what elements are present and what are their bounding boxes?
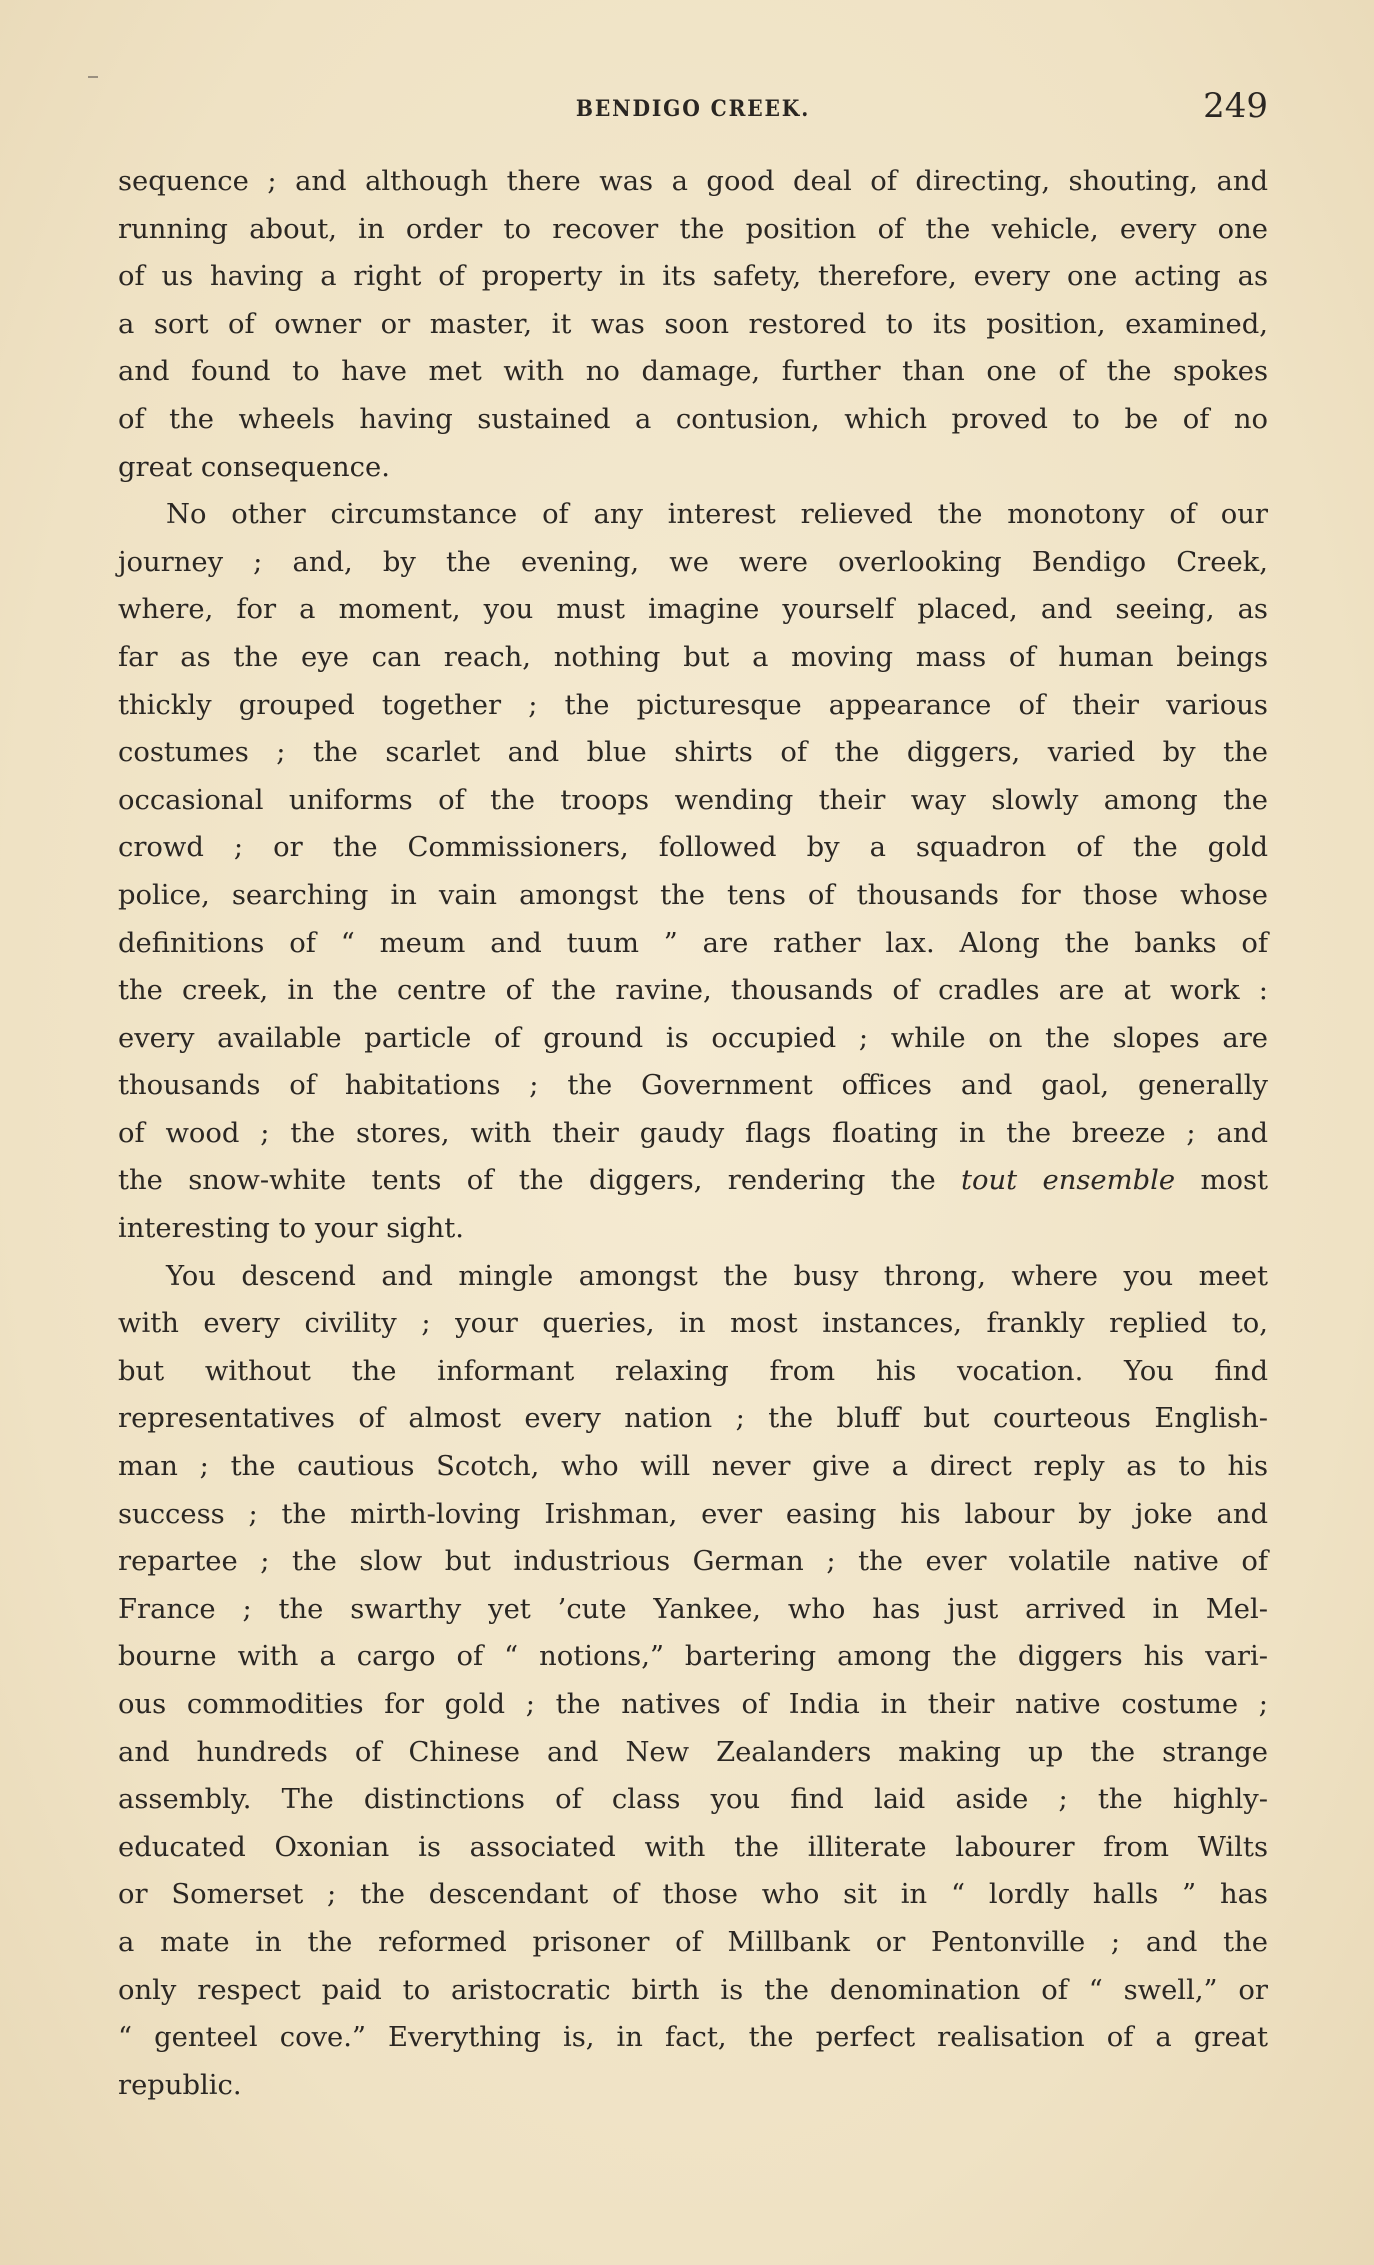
- text-line: occasional uniforms of the troops wending their way slowly among the: [118, 784, 1268, 816]
- text-line: and hundreds of Chinese and New Zealanders making up the strange: [118, 1736, 1268, 1768]
- text-line: repartee ; the slow but industrious German ; the ever volatile native of: [118, 1546, 1268, 1578]
- text-line: of us having a right of property in its safety, therefore, every one acting as: [118, 261, 1268, 293]
- text-line: where, for a moment, you must imagine yourself placed, and seeing, as: [118, 594, 1268, 626]
- text-line: a mate in the reformed prisoner of Millbank or Pentonville ; and the: [118, 1926, 1268, 1958]
- paragraph-3: [118, 1253, 1268, 2110]
- text-line-with-italic: [118, 1157, 1268, 1205]
- text-line: the creek, in the centre of the ravine, thousands of cradles are at work :: [118, 975, 1268, 1007]
- italic-phrase: tout ensemble: [961, 1165, 1176, 1197]
- text-line: sequence ; and although there was a good deal of directing, shouting, and: [118, 166, 1268, 197]
- text-line: great consequence.: [118, 451, 390, 483]
- text-line: republic.: [118, 2069, 242, 2101]
- text-line: and found to have met with no damage, further than one of the spokes: [118, 356, 1268, 388]
- margin-mark: [88, 76, 98, 78]
- text-line: or Somerset ; the descendant of those who sit in “ lordly halls ” has: [118, 1879, 1268, 1911]
- text-line: definitions of “ meum and tuum ” are rather lax. Along the banks of: [118, 927, 1268, 959]
- text-line: a sort of owner or master, it was soon restored to its position, examined,: [118, 308, 1268, 340]
- text-line: but without the informant relaxing from his vocation. You find: [118, 1355, 1268, 1387]
- text-line: thickly grouped together ; the picturesque appearance of their various: [118, 689, 1268, 721]
- text-line: police, searching in vain amongst the tens of thousands for those whose: [118, 879, 1268, 911]
- paragraph-1: [118, 158, 1268, 491]
- body-text: [118, 158, 1268, 2109]
- text-line: far as the eye can reach, nothing but a moving mass of human beings: [118, 641, 1268, 673]
- text-line: No other circumstance of any interest relieved the monotony of our: [166, 499, 1268, 531]
- text-line: thousands of habitations ; the Government offices and gaol, generally: [118, 1070, 1268, 1102]
- text-line: costumes ; the scarlet and blue shirts of the diggers, varied by the: [118, 737, 1268, 769]
- text-line: running about, in order to recover the position of the vehicle, every one: [118, 213, 1268, 245]
- text-line: of wood ; the stores, with their gaudy flags floating in the breeze ; and: [118, 1117, 1268, 1149]
- text-line: ous commodities for gold ; the natives of India in their native costume ;: [118, 1689, 1268, 1720]
- text-line: You descend and mingle amongst the busy throng, where you meet: [166, 1260, 1268, 1292]
- page-header: [118, 86, 1268, 136]
- running-head: BENDIGO CREEK.: [575, 96, 811, 122]
- text-line: only respect paid to aristocratic birth is the denomination of “ swell,” or: [118, 1974, 1268, 2006]
- text-line: journey ; and, by the evening, we were overlooking Bendigo Creek,: [118, 546, 1268, 578]
- text-line: man ; the cautious Scotch, who will never give a direct reply as to his: [118, 1451, 1268, 1483]
- page-number: 249: [1203, 86, 1268, 126]
- text-line: crowd ; or the Commissioners, followed by a squadron of the gold: [118, 832, 1268, 864]
- text-line: “ genteel cove.” Everything is, in fact, the perfect realisation of a great: [118, 2022, 1268, 2054]
- text-segment: most: [1175, 1165, 1269, 1197]
- text-line: France ; the swarthy yet ’cute Yankee, who has just arrived in Mel-: [118, 1593, 1268, 1625]
- text-line: of the wheels having sustained a contusion, which proved to be of no: [118, 403, 1268, 435]
- text-line: with every civility ; your queries, in most instances, frankly replied to,: [118, 1308, 1268, 1340]
- text-segment: the snow-white tents of the diggers, rendering the: [118, 1165, 962, 1197]
- paragraph-2: [118, 491, 1268, 1253]
- text-line: representatives of almost every nation ; the bluff but courteous English-: [118, 1403, 1268, 1435]
- text-line: interesting to your sight.: [118, 1213, 464, 1245]
- text-line: success ; the mirth-loving Irishman, ever easing his labour by joke and: [118, 1498, 1268, 1530]
- text-line: every available particle of ground is occupied ; while on the slopes are: [118, 1022, 1268, 1054]
- text-line: educated Oxonian is associated with the illiterate labourer from Wilts: [118, 1831, 1268, 1863]
- text-line: bourne with a cargo of “ notions,” bartering among the diggers his vari-: [118, 1641, 1268, 1673]
- text-line: assembly. The distinctions of class you find laid aside ; the highly-: [118, 1784, 1268, 1816]
